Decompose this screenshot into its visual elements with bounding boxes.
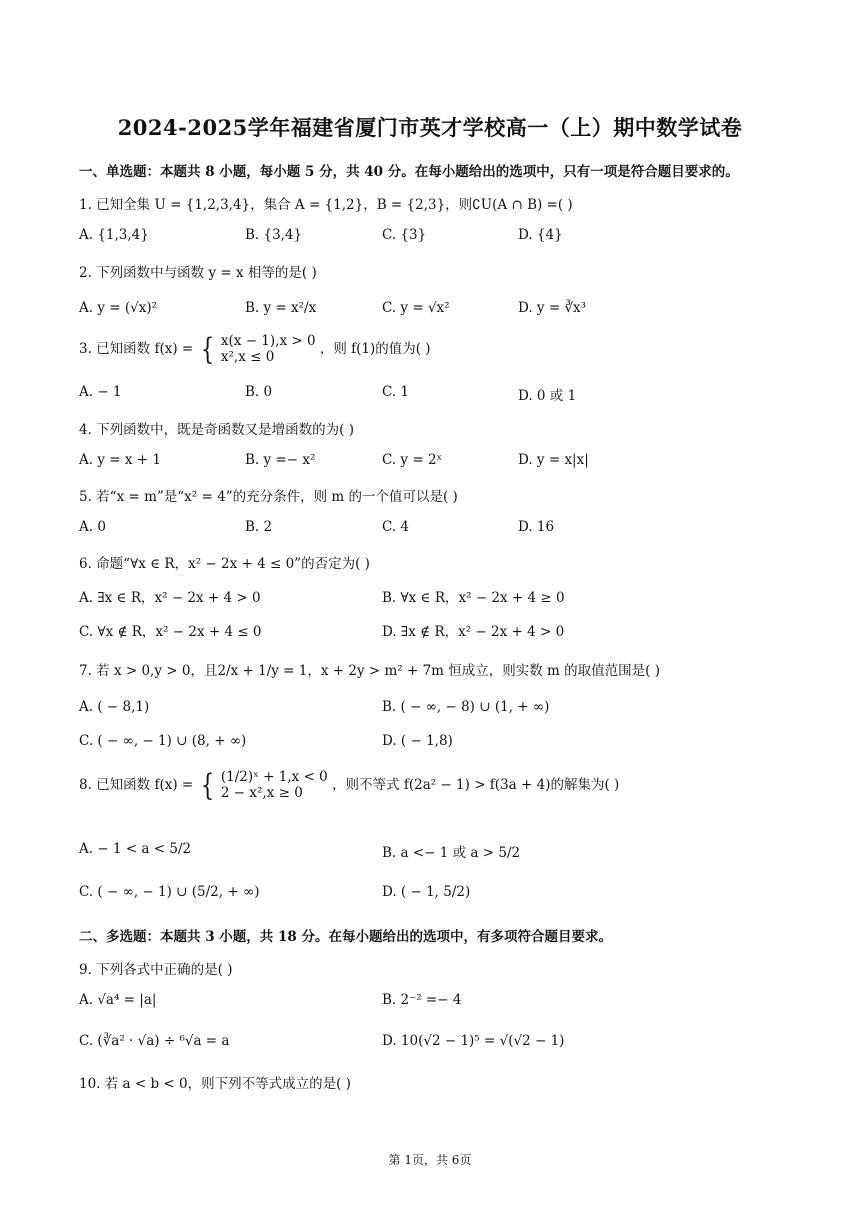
question-1-option-d: D. {4} (518, 227, 563, 243)
question-1-stem: 1. 已知全集 U = {1,2,3,4}，集合 A = {1,2}，B = {2,3}，则∁U(A ∩ B) =( ) (79, 197, 573, 213)
left-brace: { (200, 767, 214, 803)
question-9-option-a: A. √a⁴ = |a| (79, 992, 157, 1008)
question-7-option-c: C. ( − ∞, − 1) ∪ (8, + ∞) (79, 733, 247, 749)
question-8-stem-suffix: ，则不等式 f(2a² − 1) > f(3a + 4)的解集为( ) (332, 777, 620, 794)
question-5-stem: 5. 若“x = m”是“x² = 4”的充分条件，则 m 的一个值可以是( ) (79, 489, 458, 505)
page-footer: 第 1页，共 6页 (388, 1153, 472, 1167)
question-6-option-c: C. ∀x ∉ R，x² − 2x + 4 ≤ 0 (79, 624, 262, 640)
question-10-stem: 10. 若 a < b < 0，则下列不等式成立的是( ) (79, 1076, 351, 1092)
question-8-piecewise-cases (221, 770, 328, 801)
question-3-stem-prefix: 3. 已知函数 f(x) = (79, 341, 194, 358)
section-heading-single-choice: 一、单选题：本题共 8 小题，每小题 5 分，共 40 分。在每小题给出的选项中，只有一项是符合题目要求的。 (79, 164, 739, 180)
exam-title: 2024-2025学年福建省厦门市英才学校高一（上）期中数学试卷 (117, 115, 743, 140)
question-7-option-d: D. ( − 1,8) (382, 733, 453, 749)
question-3-piecewise-cases (221, 334, 316, 365)
question-3-case-1: x(x − 1),x > 0 (220, 333, 316, 349)
question-9-option-b: B. 2⁻² =− 4 (382, 992, 462, 1008)
question-4-option-d: D. y = x|x| (518, 452, 589, 468)
question-2-option-c: C. y = √x² (382, 300, 450, 316)
question-2-option-d: D. y = ∛x³ (518, 300, 587, 316)
question-3-stem (79, 331, 431, 367)
question-6-option-b: B. ∀x ∈ R，x² − 2x + 4 ≥ 0 (382, 590, 565, 606)
question-7-option-b: B. ( − ∞, − 8) ∪ (1, + ∞) (382, 699, 550, 715)
left-brace: { (200, 331, 214, 367)
question-3-option-d: D. 0 或 1 (518, 388, 577, 404)
question-4-option-a: A. y = x + 1 (79, 452, 161, 468)
question-5-option-b: B. 2 (245, 519, 273, 535)
question-1-option-a: A. {1,3,4} (79, 227, 149, 243)
question-4-option-c: C. y = 2ˣ (382, 452, 443, 468)
question-3-option-a: A. − 1 (79, 384, 122, 400)
question-7-stem: 7. 若 x > 0,y > 0，且2/x + 1/y = 1，x + 2y > m² + 7m 恒成立，则实数 m 的取值范围是( ) (79, 663, 660, 679)
question-4-option-b: B. y =− x² (245, 452, 316, 468)
question-6-option-d: D. ∃x ∉ R，x² − 2x + 4 > 0 (382, 624, 565, 640)
question-2-option-b: B. y = x²/x (245, 300, 317, 316)
question-8-option-b: B. a <− 1 或 a > 5/2 (382, 845, 521, 861)
question-5-option-d: D. 16 (518, 519, 555, 535)
question-8-stem (79, 767, 620, 803)
question-3-case-2: x²,x ≤ 0 (220, 348, 275, 365)
question-9-option-c: C. (∛a² · √a) ÷ ⁶√a = a (79, 1033, 230, 1049)
section-heading-multi-choice: 二、多选题：本题共 3 小题，共 18 分。在每小题给出的选项中，有多项符合题目要求。 (79, 929, 612, 945)
question-5-option-c: C. 4 (382, 519, 410, 535)
question-4-stem: 4. 下列函数中，既是奇函数又是增函数的为( ) (79, 422, 354, 438)
question-7-option-a: A. ( − 8,1) (79, 699, 150, 715)
question-2-stem: 2. 下列函数中与函数 y = x 相等的是( ) (79, 265, 317, 281)
question-8-option-d: D. ( − 1, 5/2) (382, 884, 471, 900)
question-3-option-b: B. 0 (245, 384, 273, 400)
question-8-stem-prefix: 8. 已知函数 f(x) = (79, 777, 194, 794)
question-9-stem: 9. 下列各式中正确的是( ) (79, 962, 233, 978)
question-1-option-c: C. {3} (382, 227, 427, 243)
question-2-option-a: A. y = (√x)² (79, 300, 158, 316)
question-3-stem-suffix: ，则 f(1)的值为( ) (319, 341, 431, 358)
question-8-case-1: (1/2)ˣ + 1,x < 0 (220, 769, 328, 785)
question-8-option-a: A. − 1 < a < 5/2 (79, 841, 192, 857)
question-9-option-d: D. 10(√2 − 1)⁵ = √(√2 − 1) (382, 1033, 565, 1049)
question-3-option-c: C. 1 (382, 384, 410, 400)
question-8-option-c: C. ( − ∞, − 1) ∪ (5/2, + ∞) (79, 884, 260, 900)
question-6-stem: 6. 命题“∀x ∈ R，x² − 2x + 4 ≤ 0”的否定为( ) (79, 556, 370, 572)
question-5-option-a: A. 0 (79, 519, 106, 535)
question-1-option-b: B. {3,4} (245, 227, 303, 243)
question-6-option-a: A. ∃x ∈ R，x² − 2x + 4 > 0 (79, 590, 261, 606)
question-8-case-2: 2 − x²,x ≥ 0 (220, 784, 303, 801)
